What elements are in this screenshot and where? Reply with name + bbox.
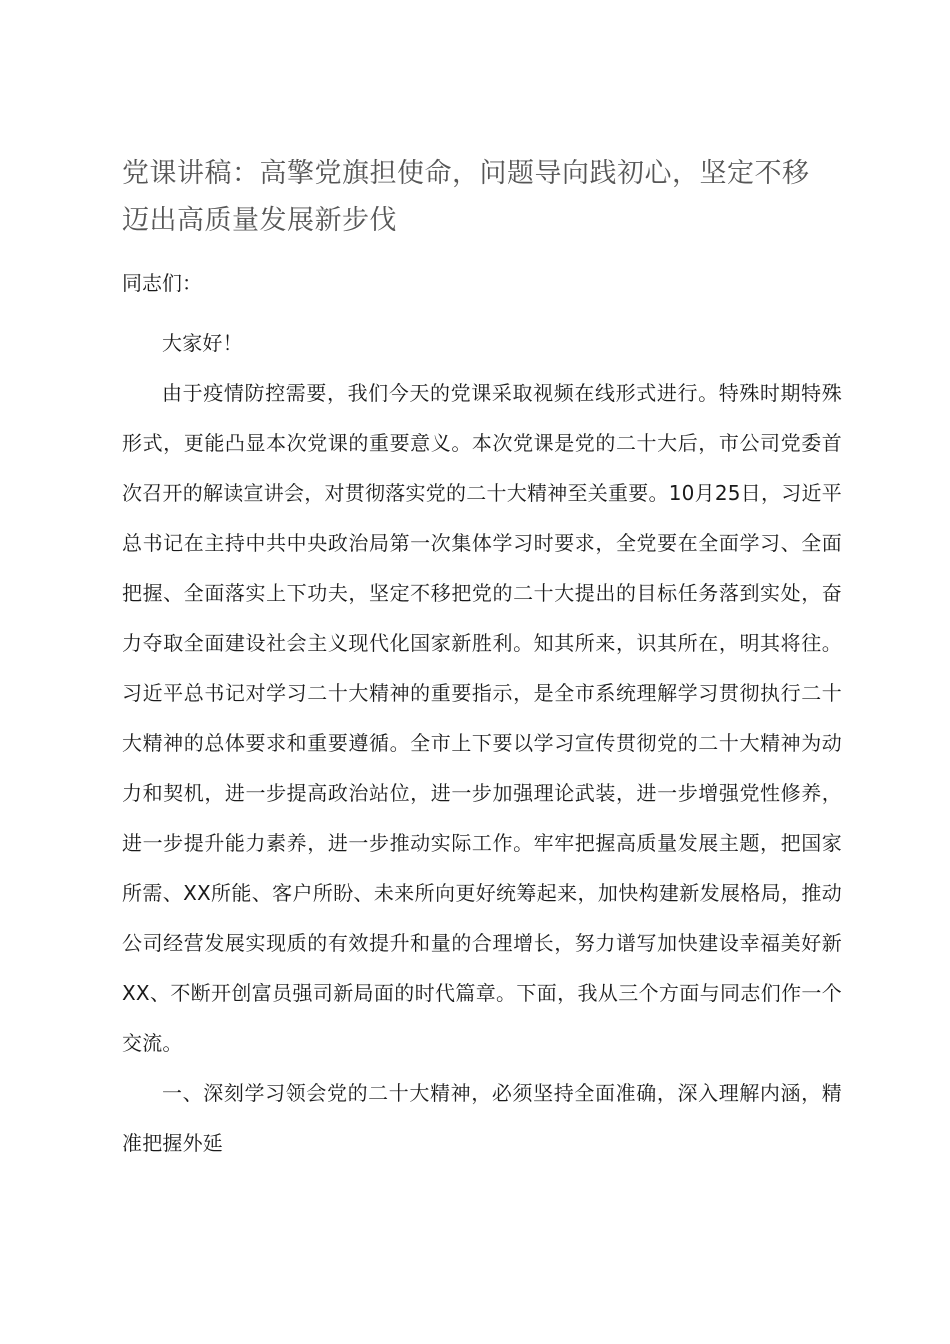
- section-heading-1: 一、深刻学习领会党的二十大精神，必须坚持全面准确，深入理解内涵，精准把握外延: [122, 1081, 842, 1155]
- document-title: 党课讲稿：高擎党旗担使命，问题导向践初心，坚定不移迈出高质量发展新步伐: [122, 158, 810, 236]
- paragraph-intro: 由于疫情防控需要，我们今天的党课采取视频在线形式进行。特殊时期特殊形式，更能凸显本次党课的重要意义。本次党课是党的二十大后，市公司党委首次召开的解读宣讲会，对贯彻落实党的二十大精神至关重要。10月25日，习近平总书记在主持中共中央政治局第一次集体学习时要求，全党要在全面学习、全面把握、全面落实上下功夫，坚定不移把党的二十大提出的目标任务落到实处，奋力夺取全面建设社会主义现代化国家新胜利。知其所来，识其所在，明其将往。习近平总书记对学习二十大精神的重要指示，是全市系统理解学习贯彻执行二十大精神的总体要求和重要遵循。全市上下要以学习宣传贯彻党的二十大精神为动力和契机，进一步提高政治站位，进一步加强理论武装，进一步增强党性修养，进一步提升能力素养，进一步推动实际工作。牢牢把握高质量发展主题，把国家所需、XX所能、客户所盼、未来所向更好统筹起来，加快构建新发展格局，推动公司经营发展实现质的有效提升和量的合理增长，努力谱写加快建设幸福美好新XX、不断开创富员强司新局面的时代篇章。下面，我从三个方面与同志们作一个交流。: [122, 381, 842, 1055]
- salutation: 同志们：: [122, 271, 202, 295]
- paragraph-greeting: 大家好！: [162, 331, 243, 355]
- document-body: [122, 318, 842, 1168]
